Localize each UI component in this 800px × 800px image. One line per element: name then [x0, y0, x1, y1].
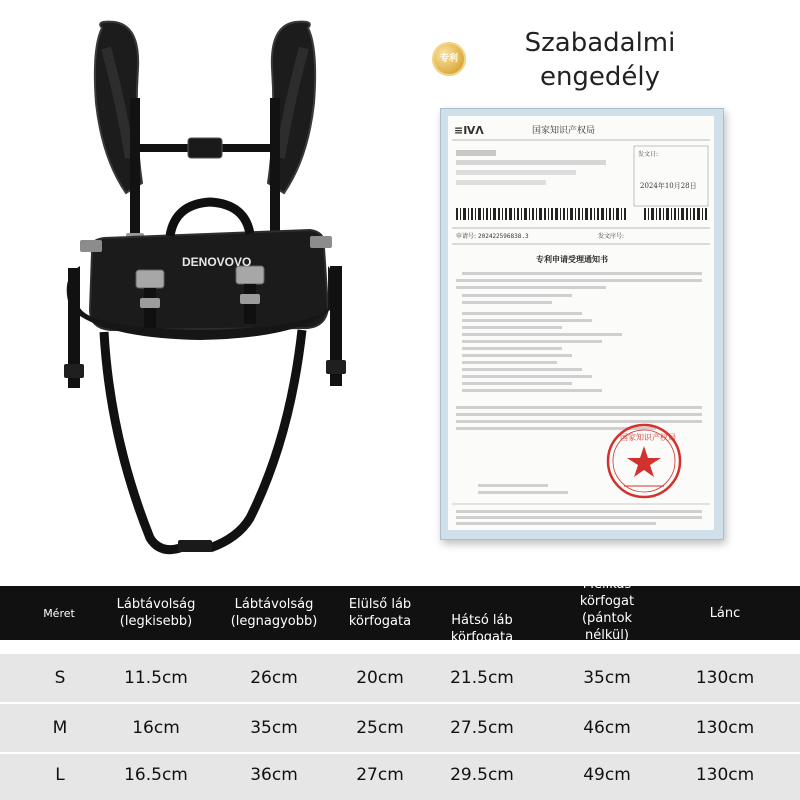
size-table-header	[0, 577, 800, 645]
cell-leg-min: 16.5cm	[124, 765, 188, 785]
cell-leg-min: 16cm	[132, 718, 180, 738]
cell-chest: 46cm	[583, 718, 631, 738]
cell-chain: 130cm	[695, 765, 755, 785]
brand-label: DENOVOVO	[182, 255, 252, 269]
cell-leg-max: 36cm	[250, 765, 298, 785]
cell-chain: 130cm	[695, 668, 755, 688]
patent-title-line1: Szabadalmi	[524, 28, 676, 58]
certificate-doc-title: 专利申请受理通知书	[536, 255, 608, 264]
cell-front-leg: 27cm	[356, 765, 404, 785]
seal-text: 国家知识产权局	[620, 433, 676, 442]
cell-back-leg: 29.5cm	[450, 765, 514, 785]
cell-leg-max: 35cm	[250, 718, 298, 738]
header-size: Méret	[43, 607, 75, 620]
svg-text:≡ⅣΛ: ≡ⅣΛ	[454, 124, 484, 137]
certificate-authority: 国家知识产权局	[532, 126, 596, 136]
header-front-leg: Elülső láb körfogata	[348, 597, 412, 629]
header-leg-distance-min: Lábtávolság (legkisebb)	[116, 597, 196, 629]
cell-leg-max: 26cm	[250, 668, 298, 688]
cell-chest: 49cm	[583, 765, 631, 785]
cell-back-leg: 27.5cm	[450, 718, 514, 738]
issue-date: 2024年10月28日	[640, 182, 697, 190]
svg-text:申请号:: 申请号:	[456, 233, 477, 240]
header-back-leg: Hátsó láb körfogata	[450, 613, 514, 645]
red-seal-stamp	[608, 425, 680, 497]
patent-title	[500, 26, 700, 94]
cell-chain: 130cm	[695, 718, 755, 738]
cell-front-leg: 20cm	[356, 668, 404, 688]
patent-title-line2: engedély	[539, 62, 661, 92]
cell-size: M	[52, 718, 68, 738]
badge-text: 专利	[439, 54, 458, 64]
date-label: 发文日:	[638, 151, 659, 158]
harness-product-image	[40, 8, 370, 568]
patent-certificate	[448, 116, 714, 530]
application-number: 202422596838.3	[478, 233, 529, 240]
patent-badge-icon	[432, 42, 466, 76]
cell-leg-min: 11.5cm	[124, 668, 188, 688]
cell-size: L	[55, 765, 65, 785]
table-row-m	[0, 704, 800, 752]
table-row-l	[0, 754, 800, 800]
header-leg-distance-max: Lábtávolság (legnagyobb)	[230, 597, 318, 629]
serial-label: 发文序号:	[598, 233, 625, 240]
cell-front-leg: 25cm	[356, 718, 404, 738]
table-row-s	[0, 654, 800, 702]
header-chain: Lánc	[709, 606, 741, 621]
header-chest: Mellkas körfogat (pántok nélkül)	[579, 577, 635, 643]
cell-back-leg: 21.5cm	[450, 668, 514, 688]
cell-size: S	[54, 668, 66, 688]
cell-chest: 35cm	[583, 668, 631, 688]
